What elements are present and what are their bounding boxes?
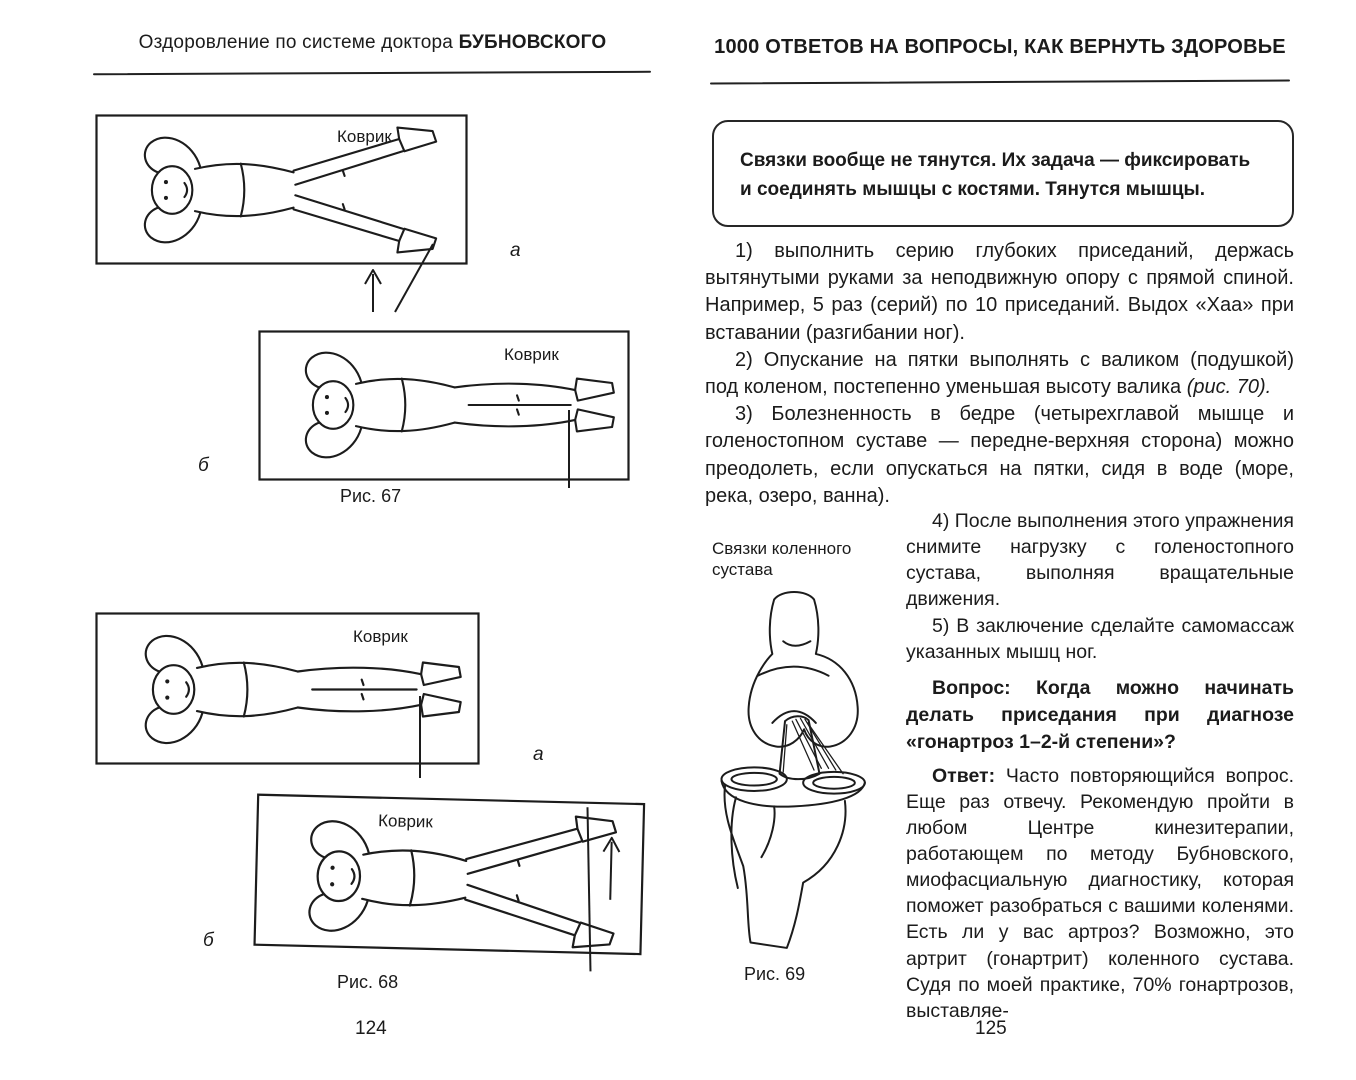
paragraph-1: 1) выполнить серию глубоких приседаний, держась вытянутыми руками за неподвижную опору с прямой спиной. Например, 5 раз (серий) по 10 приседаний. Выдох «Хаа» при вставании (разгибании ног). [705, 240, 1294, 344]
knee-figure-label: Связки коленного сустава [712, 539, 852, 580]
paragraph-5: 5) В заключение сделайте самомассаж указанных мышц ног. [906, 614, 1294, 663]
right-two-column-region [700, 508, 1294, 1024]
figure-67a-exercise-drawing [95, 114, 473, 316]
figure-68b-exercise-drawing [252, 791, 652, 979]
right-header-rule [710, 79, 1290, 84]
fig68-caption: Рис. 68 [337, 972, 399, 992]
right-page-header: 1000 ОТВЕТОВ НА ВОПРОСЫ, КАК ВЕРНУТЬ ЗДОРОВЬЕ [714, 36, 1286, 58]
figure-67b-exercise-drawing [258, 330, 632, 492]
mat-label: Коврик [377, 811, 434, 832]
fig68-letter-b: б [203, 930, 214, 951]
figure-68a-exercise-drawing [95, 612, 483, 782]
fig68-letter-a: а [533, 744, 544, 765]
knee-figure-column [700, 508, 896, 1024]
left-header-rule [93, 71, 651, 75]
left-header-bold: БУБНОВСКОГО [458, 32, 607, 53]
answer-label: Ответ: [932, 764, 996, 787]
paragraph-4: 4) После выполнения этого упражнения снимите нагрузку с голеностопного сустава, выполняя вращательные движения. [906, 510, 1294, 611]
fig67-letter-a: а [510, 240, 521, 261]
fig67-caption: Рис. 67 [340, 486, 402, 506]
right-body-fullwidth [705, 238, 1294, 510]
paragraph-2 [705, 347, 1294, 401]
left-page-number: 124 [355, 1018, 387, 1039]
mat-label: Коврик [337, 127, 392, 146]
left-page-header [90, 32, 655, 54]
paragraph-2-text: 2) Опускание на пятки выполнять с валиком (подушкой) под коленом, постепенно уменьшая высоту валика [705, 348, 1294, 398]
mat-label: Коврик [504, 345, 559, 364]
answer-text: Часто повторяющийся вопрос. Еще раз отвечу. Рекомендую пройти в любом Центре кинезитерапии, работающем по методу Бубновского, миофасциальную диагностику, которая поможет разобраться с вашими коленями. Есть ли у вас артроз? Возможно, это артрит (гонартрит) коленного сустава. Судя по моей практике, 70% гонартрозов, выставляе- [906, 764, 1294, 1022]
question-answer-column [906, 508, 1294, 1024]
fig69-caption: Рис. 69 [744, 963, 806, 984]
callout-box: Связки вообще не тянутся. Их задача — фиксировать и соединять мышцы с костями. Тянутся мышцы. [712, 120, 1294, 227]
right-page-number: 125 [975, 1018, 1007, 1039]
question-paragraph: Вопрос: Когда можно начинать делать приседания при диагнозе «гонартроз 1–2-й степени»? [906, 676, 1294, 754]
mat-label: Коврик [353, 627, 408, 646]
paragraph-3: 3) Болезненность в бедре (четырехглавой мышце и голеностопном суставе — передне-верхняя сторона) можно преодолеть, если опускаться на пятки, сидя в воде (море, река, озеро, ванна). [705, 403, 1294, 507]
answer-paragraph [906, 763, 1294, 1024]
left-header-regular: Оздоровление по системе доктора [138, 32, 459, 53]
paragraph-2-figref: (рис. 70). [1186, 375, 1272, 398]
knee-ligaments-drawing [700, 585, 890, 957]
fig67-letter-b: б [198, 455, 209, 476]
